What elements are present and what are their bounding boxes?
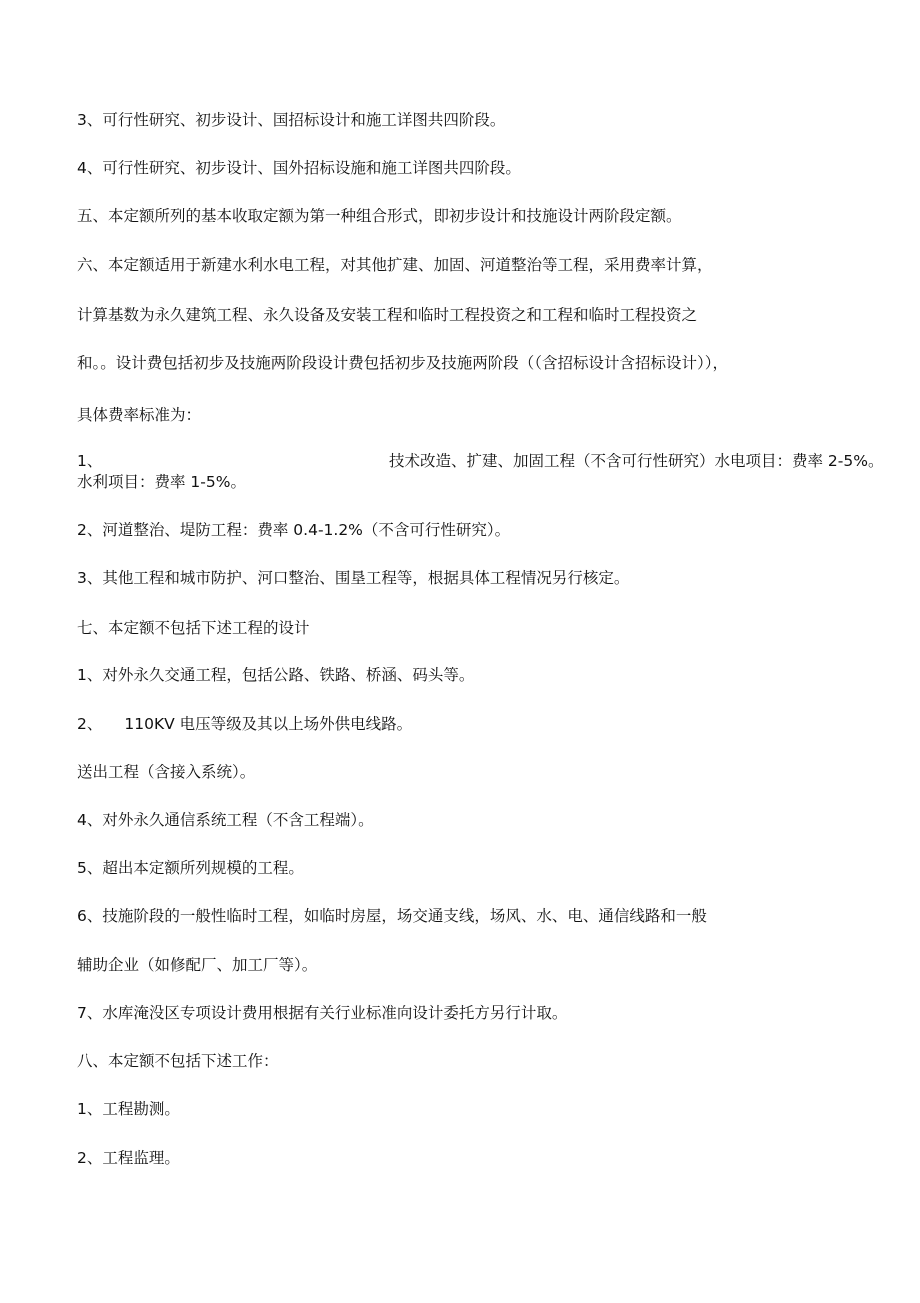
- text-line: 六、本定额适用于新建水利水电工程，对其他扩建、加固、河道整治等工程，采用费率计算，: [77, 256, 713, 274]
- text-line: 6、技施阶段的一般性临时工程，如临时房屋，场交通支线，场风、水、电、通信线路和一般: [77, 907, 707, 925]
- text-line-split: [77, 714, 412, 734]
- text-line: 3、可行性研究、初步设计、国招标设计和施工详图共四阶段。: [77, 111, 506, 129]
- text-line: 4、对外永久通信系统工程（不含工程端）。: [77, 811, 374, 829]
- text-line: 1、工程勘测。: [77, 1100, 180, 1118]
- item-number: 2、: [77, 715, 103, 733]
- item-number: 1、: [77, 452, 103, 470]
- text-line: 7、水库淹没区专项设计费用根据有关行业标准向设计委托方另行计取。: [77, 1004, 568, 1022]
- text-line: 八、本定额不包括下述工作：: [77, 1052, 279, 1070]
- text-line: 具体费率标准为：: [77, 406, 202, 424]
- text-line: 1、对外永久交通工程，包括公路、铁路、桥涵、码头等。: [77, 666, 475, 684]
- text-line: 辅助企业（如修配厂、加工厂等）。: [77, 956, 318, 974]
- item-text: 110KV 电压等级及其以上场外供电线路。: [124, 715, 413, 733]
- text-line-split: [77, 451, 884, 471]
- item-text: 技术改造、扩建、加固工程（不含可行性研究）水电项目：费率 2-5%。: [389, 452, 884, 470]
- text-line: 4、可行性研究、初步设计、国外招标设施和施工详图共四阶段。: [77, 159, 521, 177]
- text-line: 七、本定额不包括下述工程的设计: [77, 619, 310, 637]
- text-line: 3、其他工程和城市防护、河口整治、围垦工程等，根据具体工程情况另行核定。: [77, 569, 630, 587]
- text-line: 和。。设计费包括初步及技施两阶段设计费包括初步及技施两阶段（（含招标设计含招标设计）），: [77, 354, 729, 372]
- text-line: 水利项目：费率 1-5%。: [77, 473, 246, 491]
- text-line: 2、河道整治、堤防工程：费率 0.4-1.2%（不含可行性研究）。: [77, 521, 511, 539]
- text-line: 送出工程（含接入系统）。: [77, 763, 256, 781]
- text-line: 五、本定额所列的基本收取定额为第一种组合形式，即初步设计和技施设计两阶段定额。: [77, 207, 682, 225]
- text-line: 2、工程监理。: [77, 1149, 180, 1167]
- text-line: 5、超出本定额所列规模的工程。: [77, 859, 304, 877]
- text-line: 计算基数为永久建筑工程、永久设备及安装工程和临时工程投资之和工程和临时工程投资之: [77, 306, 698, 324]
